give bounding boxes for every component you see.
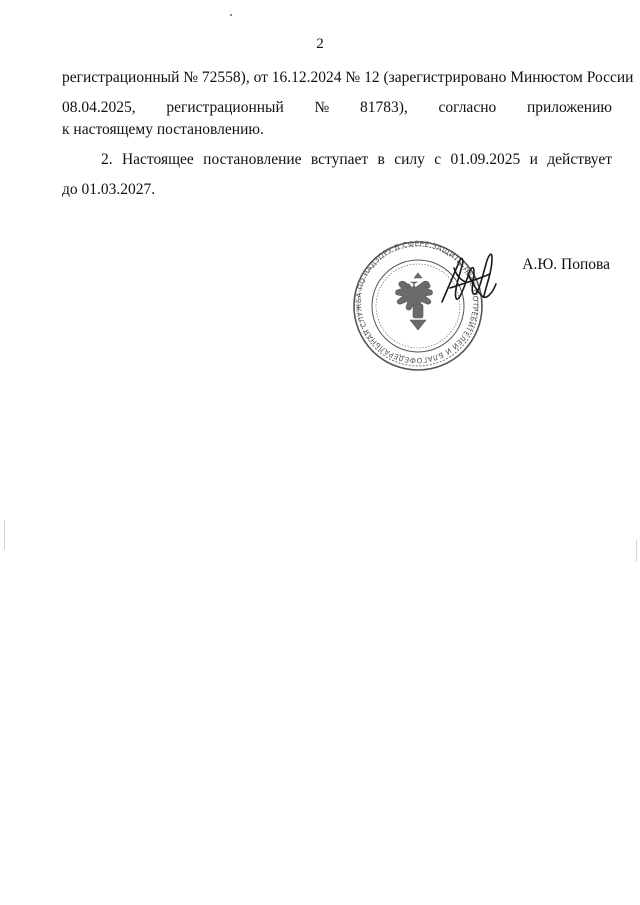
word: силу: [394, 151, 425, 168]
word: в: [377, 151, 385, 168]
word: регистрационный: [166, 99, 284, 116]
word: 81783),: [359, 99, 408, 116]
page-number: 2: [316, 36, 324, 52]
eagle-emblem-icon: [396, 273, 433, 330]
word: 08.04.2025,: [62, 99, 136, 116]
word: вступает: [310, 151, 369, 168]
word: согласно: [438, 99, 497, 116]
paragraph2-line1: [101, 150, 612, 170]
signer-name: А.Ю. Попова: [522, 256, 610, 273]
seal-text: ФЕДЕРАЛЬНАЯ СЛУЖБА ПО НАДЗОРУ В СФЕРЕ ЗАЩИТЫ ПРАВ ПОТРЕБИТЕЛЕЙ И БЛАГО: [353, 239, 481, 366]
word: действует: [547, 151, 612, 168]
paragraph2-line2: до 01.03.2027.: [62, 181, 156, 198]
official-seal-icon: [350, 238, 520, 378]
word: постановление: [203, 151, 302, 168]
word: с: [434, 151, 442, 168]
word: приложению: [526, 99, 612, 116]
word: Настоящее: [121, 151, 194, 168]
scan-artifact: [636, 540, 637, 562]
paragraph1-line2: [62, 98, 612, 118]
word: 01.09.2025: [450, 151, 521, 168]
scan-artifact: [230, 14, 232, 16]
word: 2.: [101, 151, 113, 168]
word: и: [529, 151, 538, 168]
paragraph1-line1: регистрационный № 72558), от 16.12.2024 № 12 (зарегистрировано Минюстом России: [62, 69, 634, 86]
paragraph1-line3: к настоящему постановлению.: [62, 121, 264, 138]
word: №: [314, 99, 330, 116]
seal-and-signature: [350, 238, 520, 378]
scan-artifact: [4, 520, 5, 550]
